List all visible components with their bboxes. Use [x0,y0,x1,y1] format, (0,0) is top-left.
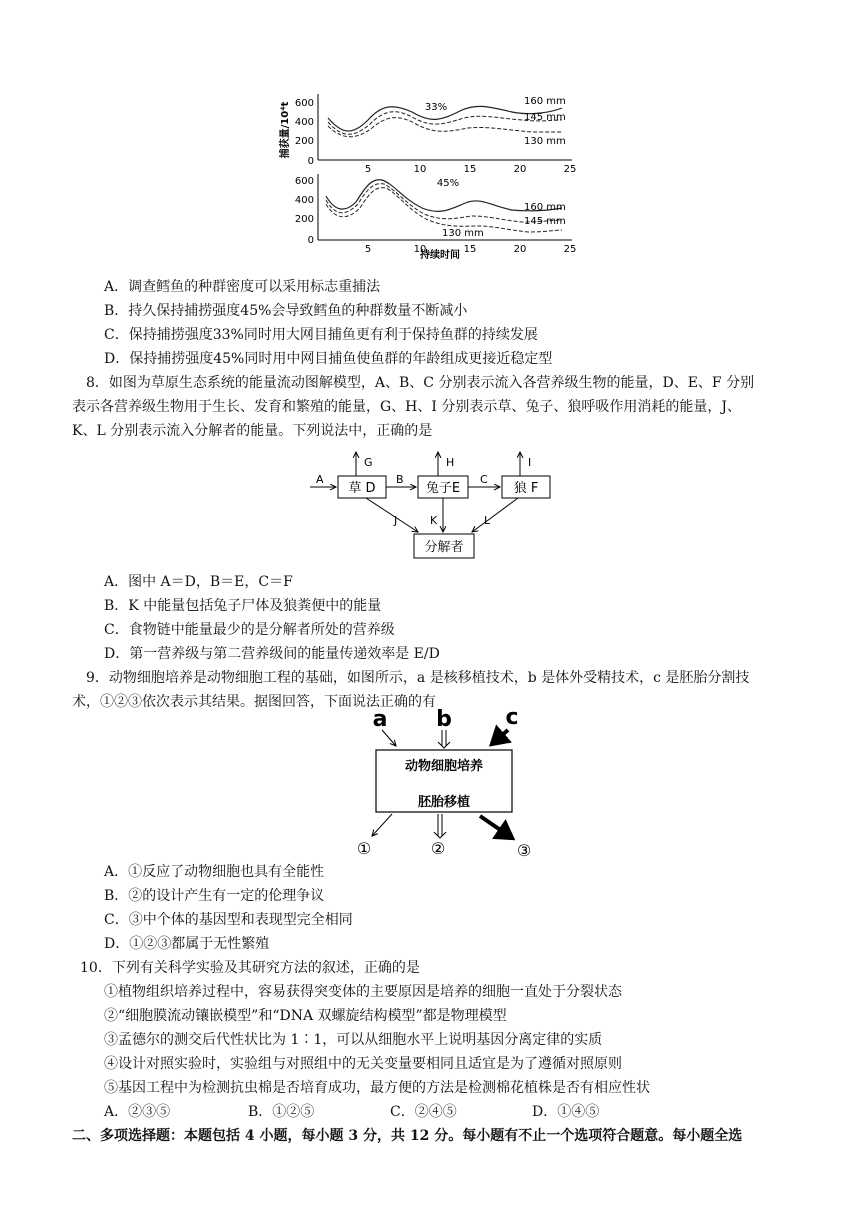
p2-legend-145: 145 mm [524,216,566,227]
label-b-technique: b [436,708,452,732]
label-l: L [484,514,491,527]
q7-option-c: C．保持捕捞强度33%同时用大网目捕鱼更有利于保持鱼群的持续发展 [104,327,538,343]
p2-ytick-0: 0 [307,235,314,246]
p2-legend-130: 130 mm [442,228,484,239]
p2-legend-160: 160 mm [524,202,566,213]
q8-stem-line-2: 表示各营养级生物用于生长、发育和繁殖的能量，G、H、I 分别表示草、兔子、狼呼吸作用消耗的能量，J、 [72,399,741,415]
q7-option-a: A．调查鳕鱼的种群密度可以采用标志重捕法 [104,279,381,295]
q10-option-b: B．①②⑤ [248,1104,315,1120]
q9-stem-line-2: 术，①②③依次表示其结果。据图回答，下面说法正确的有 [72,694,436,710]
p1-ytick-200: 200 [294,136,314,147]
panel-2 [295,174,576,255]
grass-label: 草 D [348,481,376,496]
q10-statement-4: ④设计对照实验时，实验组与对照组中的无关变量要相同且适宜是为了遵循对照原则 [104,1056,622,1072]
q8-option-d: D．第一营养级与第二营养级间的能量传递效率是 E/D [104,646,440,662]
p2-xtick-20: 20 [513,244,527,255]
label-a: A [316,473,324,486]
q10-statement-3: ③孟德尔的测交后代性状比为 1∶1，可以从细胞水平上说明基因分离定律的实质 [104,1032,603,1048]
label-i: I [528,456,532,469]
q9-option-b: B．②的设计产生有一定的伦理争议 [104,888,325,904]
q10-statement-2: ②“细胞膜流动镶嵌模型”和“DNA 双螺旋结构模型”都是物理模型 [104,1008,507,1024]
p1-ytick-0: 0 [307,156,314,167]
p1-legend-130: 130 mm [524,136,566,147]
q8-stem-line-1: 8．如图为草原生态系统的能量流动图解模型，A、B、C 分别表示流入各营养级生物的能量，D、E、F 分别 [86,375,755,391]
q9-option-d: D．①②③都属于无性繁殖 [104,936,270,952]
q9-option-c: C．③中个体的基因型和表现型完全相同 [104,912,353,928]
q10-statement-5: ⑤基因工程中为检测抗虫棉是否培育成功，最方便的方法是检测棉花植株是否有相应性状 [104,1080,650,1096]
p1-xtick-5: 5 [364,164,372,175]
label-g: G [364,456,373,469]
label-a-technique: a [372,708,388,732]
q7-option-d: D．保持捕捞强度45%同时用中网目捕鱼使鱼群的年龄组成更接近稳定型 [104,351,553,367]
q10-option-c: C．②④⑤ [390,1104,457,1120]
rabbit-label: 兔子E [425,481,461,496]
q9-stem-line-1: 9．动物细胞培养是动物细胞工程的基础，如图所示，a 是核移植技术，b 是体外受精技术，c 是胚胎分割技 [86,670,750,686]
label-c-technique: c [505,708,519,730]
p1-xtick-20: 20 [513,164,527,175]
p1-ytick-400: 400 [294,117,314,128]
section-2-heading: 二、多项选择题：本题包括 4 小题，每小题 3 分，共 12 分。每小题有不止一个选项符合题意。每小题全选 [72,1128,743,1144]
box-label-culture: 动物细胞培养 [404,759,484,774]
panel-1 [295,94,576,175]
q8-option-a: A．图中 A＝D，B＝E，C＝F [104,574,293,590]
label-c: C [480,473,488,486]
chart-ylabel: 捕获量/10⁴t [280,101,291,159]
p1-xtick-15: 15 [463,164,477,175]
chart-xlabel: 持续时间 [420,250,460,260]
catch-chart [272,90,592,260]
p1-xtick-25: 25 [563,164,577,175]
result-2: ② [430,839,446,858]
p1-xtick-10: 10 [413,164,427,175]
p2-xtick-15: 15 [463,244,477,255]
q10-option-d: D．①④⑤ [532,1104,600,1120]
p2-xtick-5: 5 [364,244,372,255]
result-3: ③ [516,841,532,858]
label-k: K [430,514,438,527]
energy-flow-diagram [306,450,566,570]
p2-xtick-10: 10 [413,244,427,255]
label-b: B [396,473,404,486]
label-j: J [394,514,398,527]
q8-option-b: B．K 中能量包括兔子尸体及狼粪便中的能量 [104,598,382,614]
p2-xtick-25: 25 [563,244,577,255]
q9-option-a: A．①反应了动物细胞也具有全能性 [104,864,325,880]
p2-ytick-600: 600 [294,176,314,187]
label-h: H [446,456,455,469]
q10-option-a: A．②③⑤ [104,1104,171,1120]
result-1: ① [356,839,372,858]
wolf-label: 狼 F [513,481,539,496]
p1-ytick-600: 600 [294,98,314,109]
p2-ytick-400: 400 [294,195,314,206]
cell-engineering-diagram [346,708,546,858]
q10-stem: 10．下列有关科学实验及其研究方法的叙述，正确的是 [80,960,420,976]
q8-stem-line-3: K、L 分别表示流入分解者的能量。下列说法中，正确的是 [72,423,433,439]
q8-option-c: C．食物链中能量最少的是分解者所处的营养级 [104,622,395,638]
p1-legend-160: 160 mm [524,96,566,107]
p2-label: 45% [436,178,460,189]
q10-statement-1: ①植物组织培养过程中，容易获得突变体的主要原因是培养的细胞一直处于分裂状态 [104,984,622,1000]
decomposer-label: 分解者 [424,540,464,555]
p1-label: 33% [424,102,448,113]
box-label-transfer: 胚胎移植 [417,795,471,810]
q7-option-b: B．持久保持捕捞强度45%会导致鳕鱼的种群数量不断减小 [104,303,468,319]
p1-legend-145: 145 mm [524,112,566,123]
p2-ytick-200: 200 [294,214,314,225]
